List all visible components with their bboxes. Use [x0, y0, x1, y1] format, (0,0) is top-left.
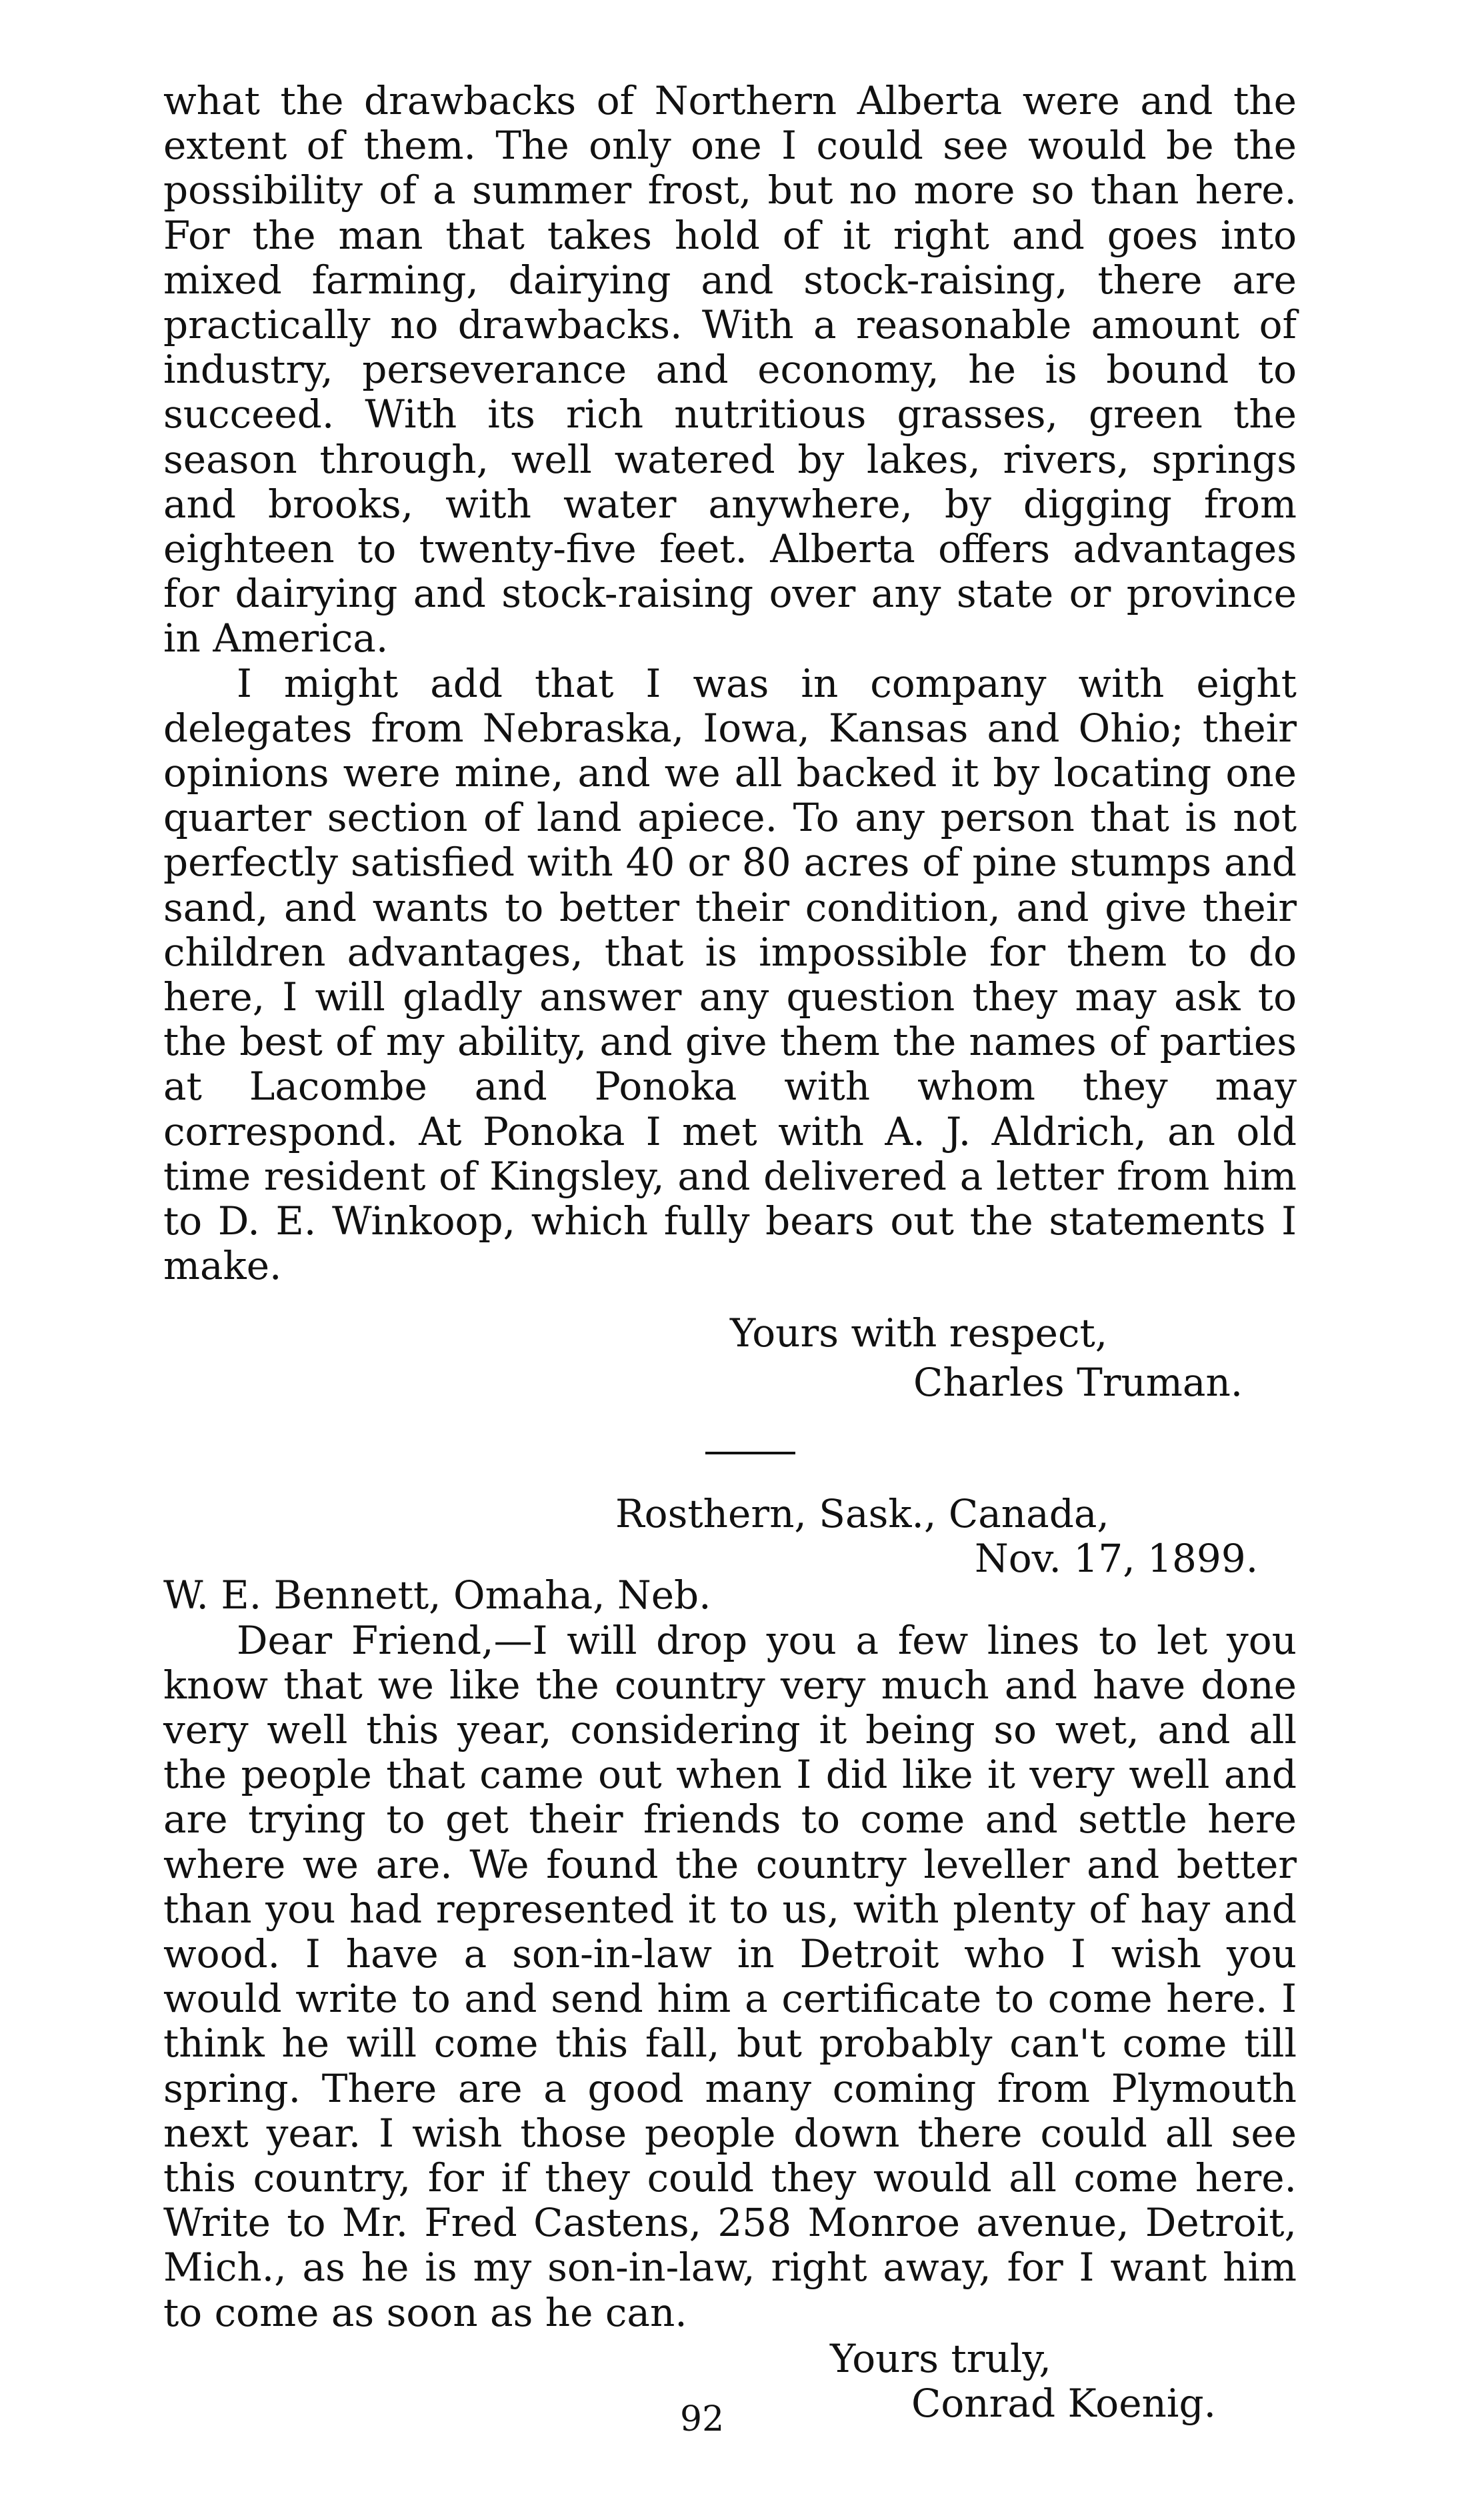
letter2-date: Nov. 17, 1899.	[975, 1536, 1259, 1582]
letter1-signature: Charles Truman.	[913, 1359, 1243, 1405]
letter2-signature: Conrad Koenig.	[911, 2380, 1217, 2426]
page-number: 92	[680, 2399, 725, 2439]
section-divider	[705, 1452, 795, 1454]
letter2-closing: Yours truly,	[830, 2335, 1051, 2381]
letter2-place: Rosthern, Sask., Canada,	[615, 1490, 1109, 1536]
letter2-addressee: W. E. Bennett, Omaha, Neb.	[163, 1572, 711, 1618]
letter2-body-paragraph: Dear Friend,—I will drop you a few lines to let you know that we like the country very much and have done very well this year, considering it being so wet, and all the people that came out when I did like it very well and are trying to get their friends to come and settle here where we are. We found the country leveller and better than you had represented it to us, with plenty of hay and wood. I have a son-in-law in Detroit who I wish you would write to and send him a certificate to come here. I think he will come this fall, but probably can't come till spring. There are a good many coming from Plymouth next year. I wish those people down there could all see this country, for if they could they would all come here. Write to Mr. Fred Castens, 258 Monroe avenue, Detroit, Mich., as he is my son-in-law, right away, for I want him to come as soon as he can.	[163, 1617, 1297, 2335]
document-page	[163, 79, 1297, 2426]
letter1-closing: Yours with respect,	[730, 1310, 1108, 1356]
letter1-second-paragraph: I might add that I was in company with eight delegates from Nebraska, Iowa, Kansas and Ohio; their opinions were mine, and we all backed it by locating one quarter section of land apiece. To any person that is not perfectly satisfied with 40 or 80 acres of pine stumps and sand, and wants to better their condition, and give their children advantages, that is impossible for them to do here, I will gladly answer any question they may ask to the best of my ability, and give them the names of parties at Lacombe and Ponoka with whom they may correspond. At Ponoka I met with A. J. Aldrich, an old time resident of Kingsley, and delivered a letter from him to D. E. Winkoop, which fully bears out the statements I make.	[163, 660, 1297, 1289]
letter1-continuation-paragraph: what the drawbacks of Northern Alberta were and the extent of them. The only one I could see would be the possibility of a summer frost, but no more so than here. For the man that takes hold of it right and goes into mixed farming, dairying and stock-raising, there are practically no drawbacks. With a reasonable amount of industry, perseverance and economy, he is bound to succeed. With its rich nutritious grasses, green the season through, well watered by lakes, rivers, springs and brooks, with water anywhere, by digging from eighteen to twenty-five feet. Alberta offers advantages for dairying and stock-raising over any state or province in America.	[163, 78, 1297, 662]
